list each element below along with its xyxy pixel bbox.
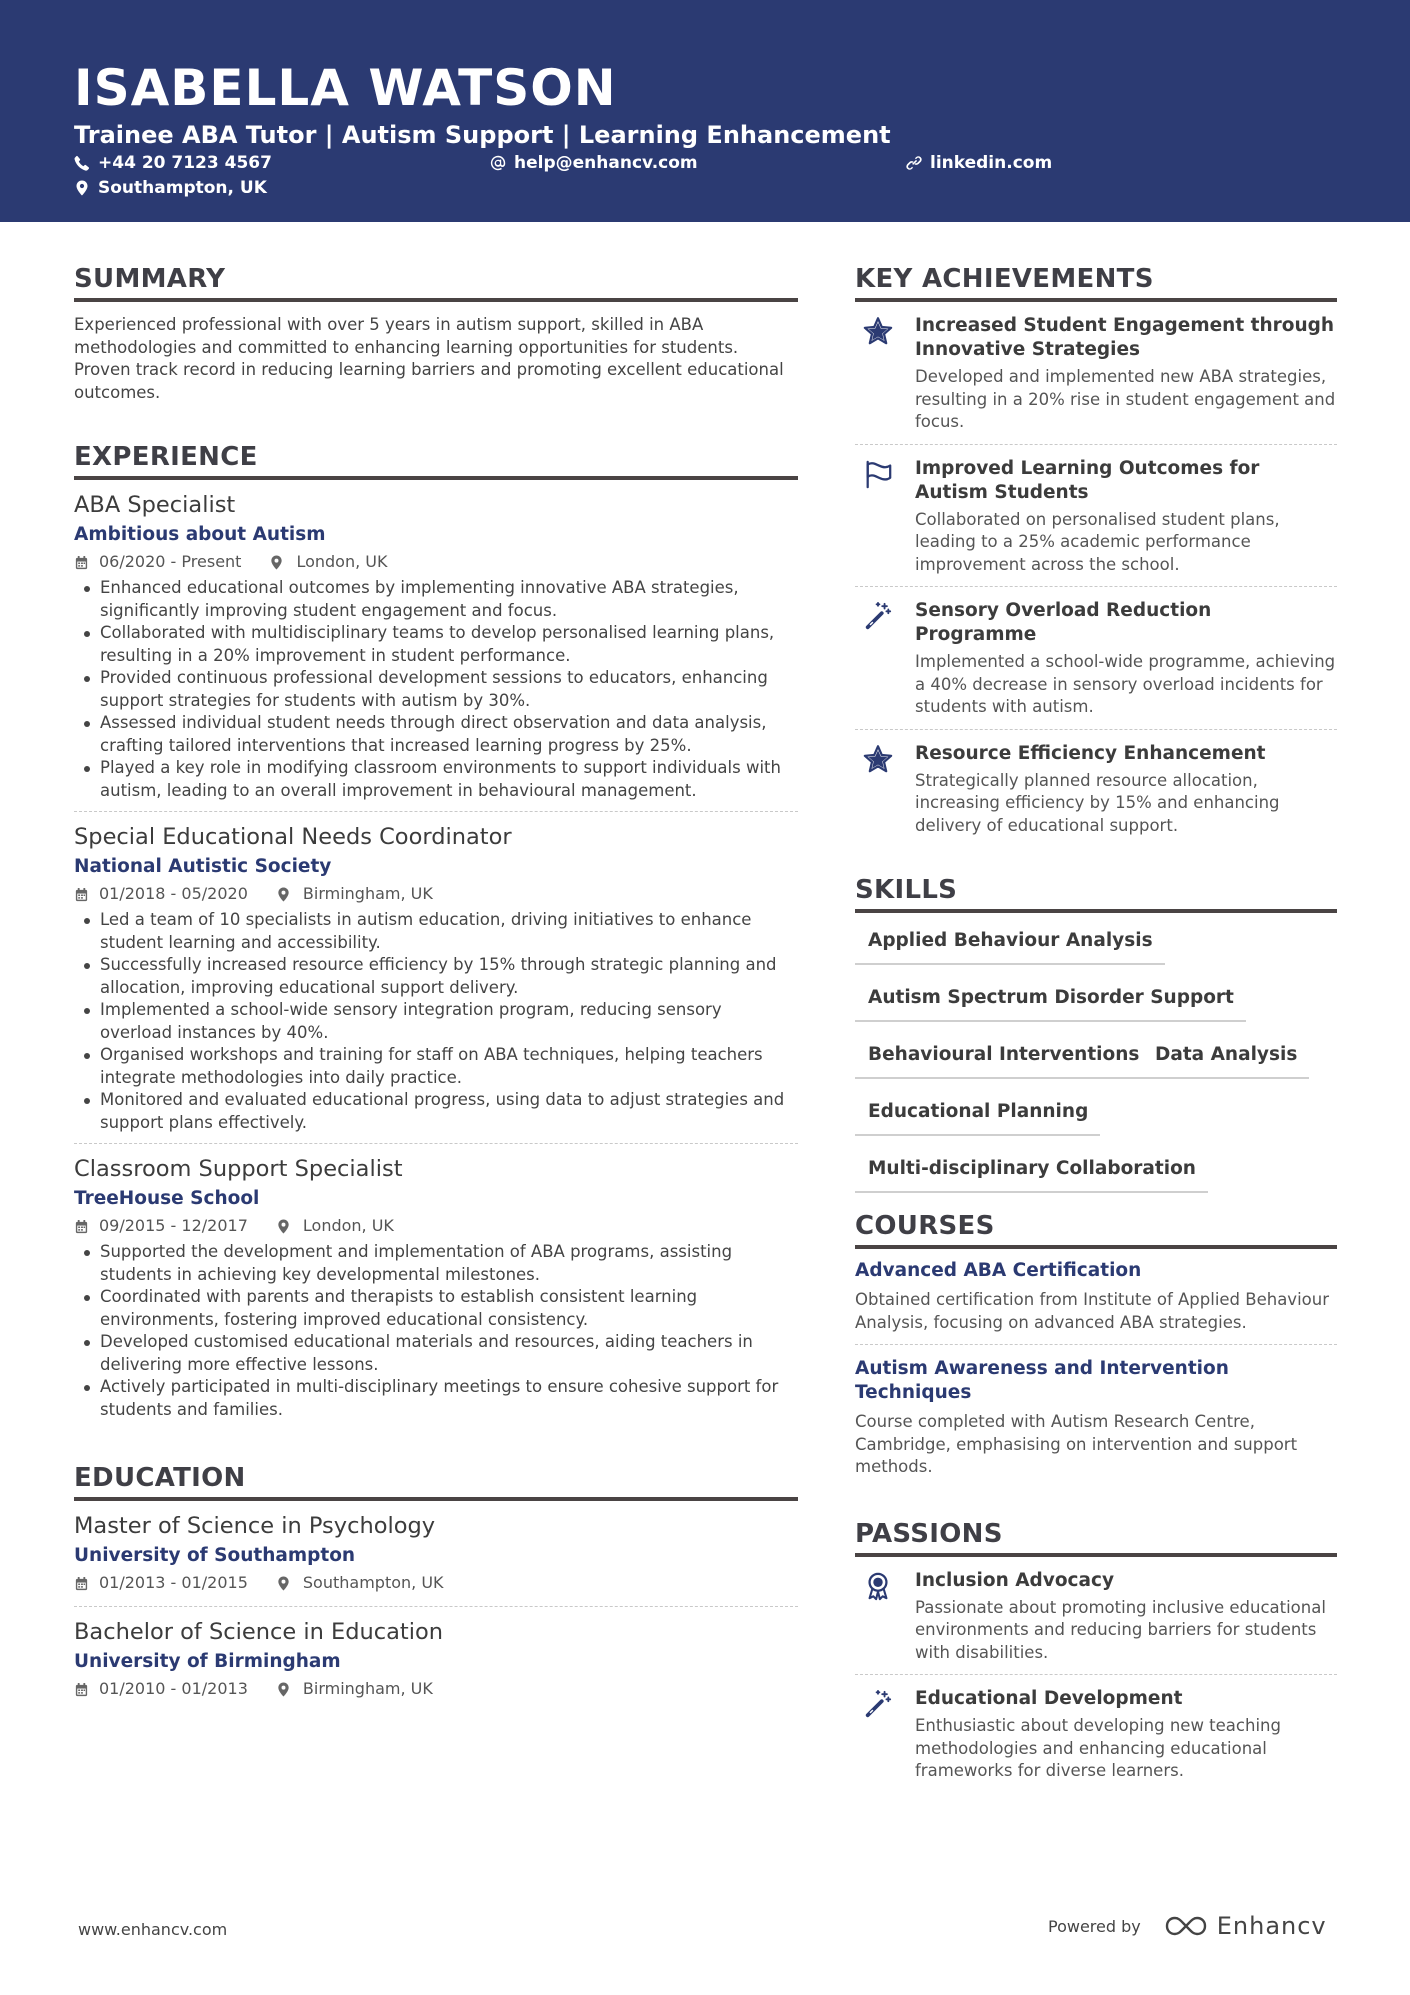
location-pin-icon [276,1682,291,1697]
achievement-title: Increased Student Engagement through Innovative Strategies [915,315,1335,360]
infinity-logo-icon [1163,1914,1209,1938]
company-name: TreeHouse School [74,1188,260,1209]
calendar-icon [74,555,89,570]
education-section [74,1461,798,1700]
magic-wand-icon [863,1689,893,1719]
passion-item [855,1687,1337,1783]
section-divider [855,1245,1337,1249]
passion-title: Educational Development [915,1688,1183,1709]
achievement-item [855,457,1337,577]
bullet-item: Assessed individual student needs through direct observation and data analysis, crafting tailored interventions that increased learning progress by 25%. [74,712,798,757]
email-text[interactable]: help@enhancv.com [514,153,698,173]
footer-branding [1048,1912,1327,1940]
summary-section [74,262,798,404]
phone-icon [74,155,90,171]
achievement-item [855,742,1337,838]
passions-section [855,1517,1337,1783]
education-meta [74,1572,798,1594]
location-pin-icon [74,180,90,196]
education-meta [74,1678,798,1700]
experience-entry [74,822,798,1134]
candidate-name: ISABELLA WATSON [74,59,617,117]
company-name: Ambitious about Autism [74,524,326,545]
skill-tag: Multi-disciplinary Collaboration [855,1157,1208,1193]
entry-divider [855,1344,1337,1345]
bullet-item: Implemented a school-wide sensory integration program, reducing sensory overload instances by 40%. [74,999,798,1044]
entry-divider [855,1674,1337,1675]
section-divider [74,298,798,302]
footer-website[interactable]: www.enhancv.com [78,1920,228,1939]
bullet-item: Organised workshops and training for staff on ABA techniques, helping teachers integrate methodologies into daily practice. [74,1044,798,1089]
job-location: London, UK [302,1216,394,1235]
contact-location [74,177,267,199]
experience-section [74,440,798,1421]
experience-entry [74,1154,798,1421]
calendar-icon [74,887,89,902]
course-item [855,1357,1337,1479]
section-title: KEY ACHIEVEMENTS [855,264,1154,294]
course-title: Advanced ABA Certification [855,1260,1142,1281]
section-title: EXPERIENCE [74,442,258,472]
location-pin-icon [276,887,291,902]
education-dates: 01/2010 - 01/2013 [99,1679,248,1698]
job-meta [74,883,798,905]
section-divider [855,909,1337,913]
location-text: Southampton, UK [98,178,267,198]
passion-item [855,1569,1337,1665]
contact-email[interactable] [490,152,698,174]
education-entry [74,1617,798,1700]
skill-tag: Autism Spectrum Disorder Support [855,986,1246,1022]
achievement-desc: Developed and implemented new ABA strategies, resulting in a 20% rise in student engagement and focus. [915,367,1336,431]
education-location: Southampton, UK [302,1573,444,1592]
skill-tag: Applied Behaviour Analysis [855,929,1165,965]
location-pin-icon [269,555,284,570]
star-icon [863,744,893,774]
experience-entry [74,490,798,802]
school-name: University of Birmingham [74,1651,341,1672]
bullet-item: Coordinated with parents and therapists to establish consistent learning environments, fostering improved educational consistency. [74,1286,798,1331]
at-icon [490,155,506,171]
bullet-item: Actively participated in multi-disciplinary meetings to ensure cohesive support for students and families. [74,1376,798,1421]
section-divider [74,476,798,480]
location-pin-icon [276,1219,291,1234]
section-title: SKILLS [855,875,958,905]
company-name: National Autistic Society [74,856,332,877]
calendar-icon [74,1576,89,1591]
bullet-item: Provided continuous professional development sessions to educators, enhancing support strategies for students with autism by 30%. [74,667,798,712]
contact-linkedin[interactable] [906,152,1052,174]
achievement-item [855,314,1337,434]
bullet-item: Successfully increased resource efficiency by 15% through strategic planning and allocation, improving educational support delivery. [74,954,798,999]
degree-title: Bachelor of Science in Education [74,1619,444,1645]
achievement-item [855,599,1337,719]
candidate-subtitle: Trainee ABA Tutor | Autism Support | Learning Enhancement [74,121,891,149]
entry-divider [74,811,798,812]
job-title: ABA Specialist [74,492,236,518]
skill-tag: Behavioural Interventions [855,1043,1151,1079]
section-divider [855,298,1337,302]
job-title: Classroom Support Specialist [74,1156,403,1182]
course-title: Autism Awareness and Intervention Techniques [855,1358,1229,1403]
section-title: EDUCATION [74,1463,246,1493]
powered-by-label: Powered by [1048,1916,1141,1936]
entry-divider [855,729,1337,730]
achievements-section [855,262,1337,837]
job-dates: 09/2015 - 12/2017 [99,1216,248,1235]
course-item [855,1259,1337,1334]
job-location: Birmingham, UK [302,884,433,903]
course-desc: Obtained certification from Institute of Applied Behaviour Analysis, focusing on advanced ABA strategies. [855,1290,1329,1332]
entry-divider [74,1143,798,1144]
flag-icon [863,459,893,489]
course-desc: Course completed with Autism Research Centre, Cambridge, emphasising on intervention and support methods. [855,1412,1298,1476]
degree-title: Master of Science in Psychology [74,1513,436,1539]
resume-header [0,0,1410,222]
school-name: University of Southampton [74,1545,356,1566]
magic-wand-icon [863,601,893,631]
education-location: Birmingham, UK [302,1679,433,1698]
location-pin-icon [276,1576,291,1591]
courses-section [855,1209,1337,1479]
right-column [855,262,1337,1783]
job-bullets [74,577,798,802]
brand-name: Enhancv [1216,1912,1327,1940]
achievement-desc: Strategically planned resource allocation, increasing efficiency by 15% and enhancing delivery of educational support. [915,770,1280,835]
section-divider [74,1497,798,1501]
job-bullets [74,1241,798,1421]
skill-tag: Data Analysis [1142,1043,1309,1079]
calendar-icon [74,1682,89,1697]
job-bullets [74,909,798,1134]
calendar-icon [74,1219,89,1234]
job-dates: 01/2018 - 05/2020 [99,884,248,903]
section-title: COURSES [855,1211,995,1241]
passion-desc: Enthusiastic about developing new teaching methodologies and enhancing educational frameworks for diverse learners. [915,1716,1281,1780]
entry-divider [855,586,1337,587]
bullet-item: Played a key role in modifying classroom environments to support individuals with autism, leading to an overall improvement in behavioural management. [74,757,798,802]
achievement-desc: Implemented a school-wide programme, achieving a 40% decrease in sensory overload incidents for students with autism. [915,652,1336,716]
link-icon [906,155,922,171]
skill-tag: Educational Planning [855,1100,1100,1136]
achievement-title: Resource Efficiency Enhancement [915,742,1266,764]
achievement-title: Sensory Overload Reduction Programme [915,600,1212,645]
award-ribbon-icon [863,1571,893,1601]
achievement-desc: Collaborated on personalised student plans, leading to a 25% academic performance improvement across the school. [915,509,1280,574]
skills-section [855,873,1337,1179]
section-title: SUMMARY [74,264,226,294]
job-dates: 06/2020 - Present [99,552,242,571]
job-meta [74,551,798,573]
bullet-item: Developed customised educational materials and resources, aiding teachers in delivering more effective lessons. [74,1331,798,1376]
bullet-item: Monitored and evaluated educational progress, using data to adjust strategies and support plans effectively. [74,1089,798,1134]
education-dates: 01/2013 - 01/2015 [99,1573,248,1592]
education-entry [74,1511,798,1594]
entry-divider [855,444,1337,445]
left-column [74,262,798,1700]
job-title: Special Educational Needs Coordinator [74,824,512,850]
section-title: PASSIONS [855,1518,1003,1549]
achievement-title: Improved Learning Outcomes for Autism Students [915,457,1260,503]
summary-text: Experienced professional with over 5 years in autism support, skilled in ABA methodologies and committed to enhancing learning opportunities for students. Proven track record in reducing learning barriers and promoting excellent educational outcomes. [74,315,784,402]
star-icon [863,316,893,346]
job-location: London, UK [296,552,388,571]
phone-text: +44 20 7123 4567 [98,153,272,173]
entry-divider [74,1606,798,1607]
linkedin-text[interactable]: linkedin.com [930,153,1053,173]
bullet-item: Led a team of 10 specialists in autism education, driving initiatives to enhance student learning and accessibility. [74,909,798,954]
passion-desc: Passionate about promoting inclusive educational environments and reducing barriers for students with disabilities. [915,1597,1326,1662]
job-meta [74,1215,798,1237]
brand-logo[interactable] [1163,1912,1327,1940]
contact-phone [74,152,272,174]
section-divider [855,1553,1337,1557]
passion-title: Inclusion Advocacy [915,1569,1115,1591]
bullet-item: Supported the development and implementation of ABA programs, assisting students in achieving key developmental milestones. [74,1241,798,1286]
bullet-item: Enhanced educational outcomes by implementing innovative ABA strategies, significantly improving student engagement and focus. [74,577,798,622]
bullet-item: Collaborated with multidisciplinary teams to develop personalised learning plans, resulting in a 20% improvement in student performance. [74,622,798,667]
